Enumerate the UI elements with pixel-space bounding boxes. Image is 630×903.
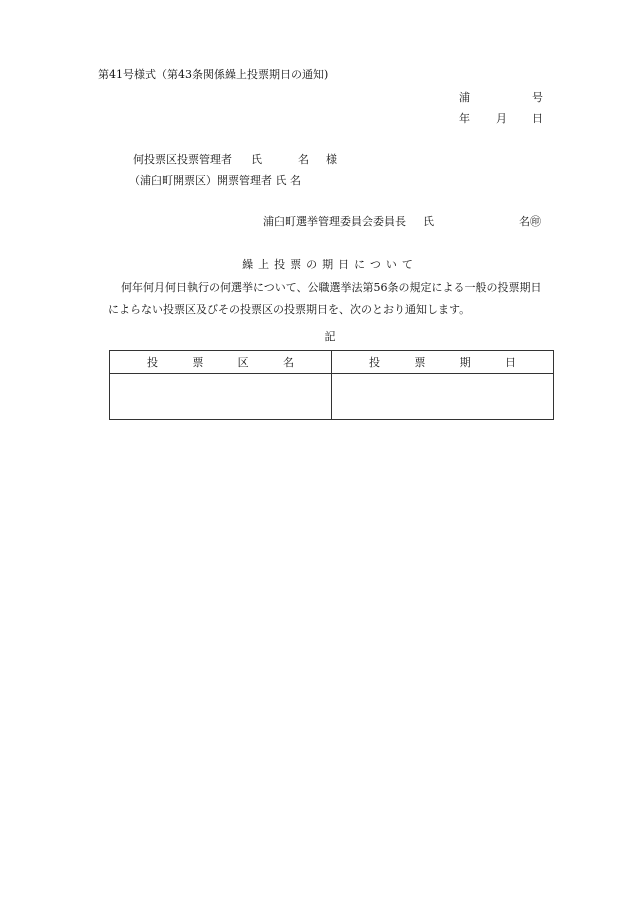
header-char: 名 — [282, 356, 294, 369]
addressee-honorific: 様 — [326, 153, 337, 166]
addressee-shi: 氏 — [251, 153, 262, 166]
sender-name-seal: 名㊞ — [519, 215, 541, 228]
ki-heading: 記 — [324, 330, 336, 343]
voting-date-table — [109, 350, 554, 420]
header-cell-district — [110, 351, 332, 374]
table-row — [110, 374, 554, 420]
form-title: 第41号様式（第43条関係繰上投票期日の通知) — [98, 68, 329, 81]
table-header-row — [110, 351, 554, 374]
date-year: 年 — [459, 112, 470, 125]
header-char: 投 — [147, 356, 158, 369]
header-char: 票 — [192, 356, 204, 369]
date-day: 日 — [532, 112, 543, 125]
sender-line — [263, 213, 541, 229]
header-char: 投 — [369, 356, 380, 369]
header-char: 区 — [237, 356, 249, 369]
body-text-line-2: によらない投票区及びその投票区の投票期日を、次のとおり通知します。 — [108, 303, 471, 316]
addressee-role: 何投票区投票管理者 — [133, 153, 232, 166]
sender-shi: 氏 — [423, 215, 434, 228]
addressee-line-1 — [133, 151, 337, 167]
addressee-shi-2: 氏 — [275, 174, 287, 187]
body-text-line-1: 何年何月何日執行の何選挙について、公職選挙法第56条の規定による一般の投票期日 — [121, 281, 542, 294]
reference-number-suffix: 号 — [532, 91, 543, 104]
sender-title: 浦臼町選挙管理委員会委員長 — [263, 215, 406, 228]
header-char: 期 — [459, 356, 471, 369]
cell-district — [110, 374, 332, 420]
cell-date — [332, 374, 554, 420]
document-title: 繰上投票の期日について — [242, 258, 418, 271]
addressee-name: 名 — [298, 153, 309, 166]
addressee-role-2: （浦臼町開票区）開票管理者 — [129, 174, 272, 187]
addressee-name-2: 名 — [290, 174, 301, 187]
header-char: 票 — [414, 356, 426, 369]
header-cell-date — [332, 351, 554, 374]
header-char: 日 — [504, 356, 516, 369]
addressee-line-2 — [129, 172, 301, 188]
reference-number-prefix: 浦 — [459, 91, 470, 104]
date-month: 月 — [496, 112, 507, 125]
